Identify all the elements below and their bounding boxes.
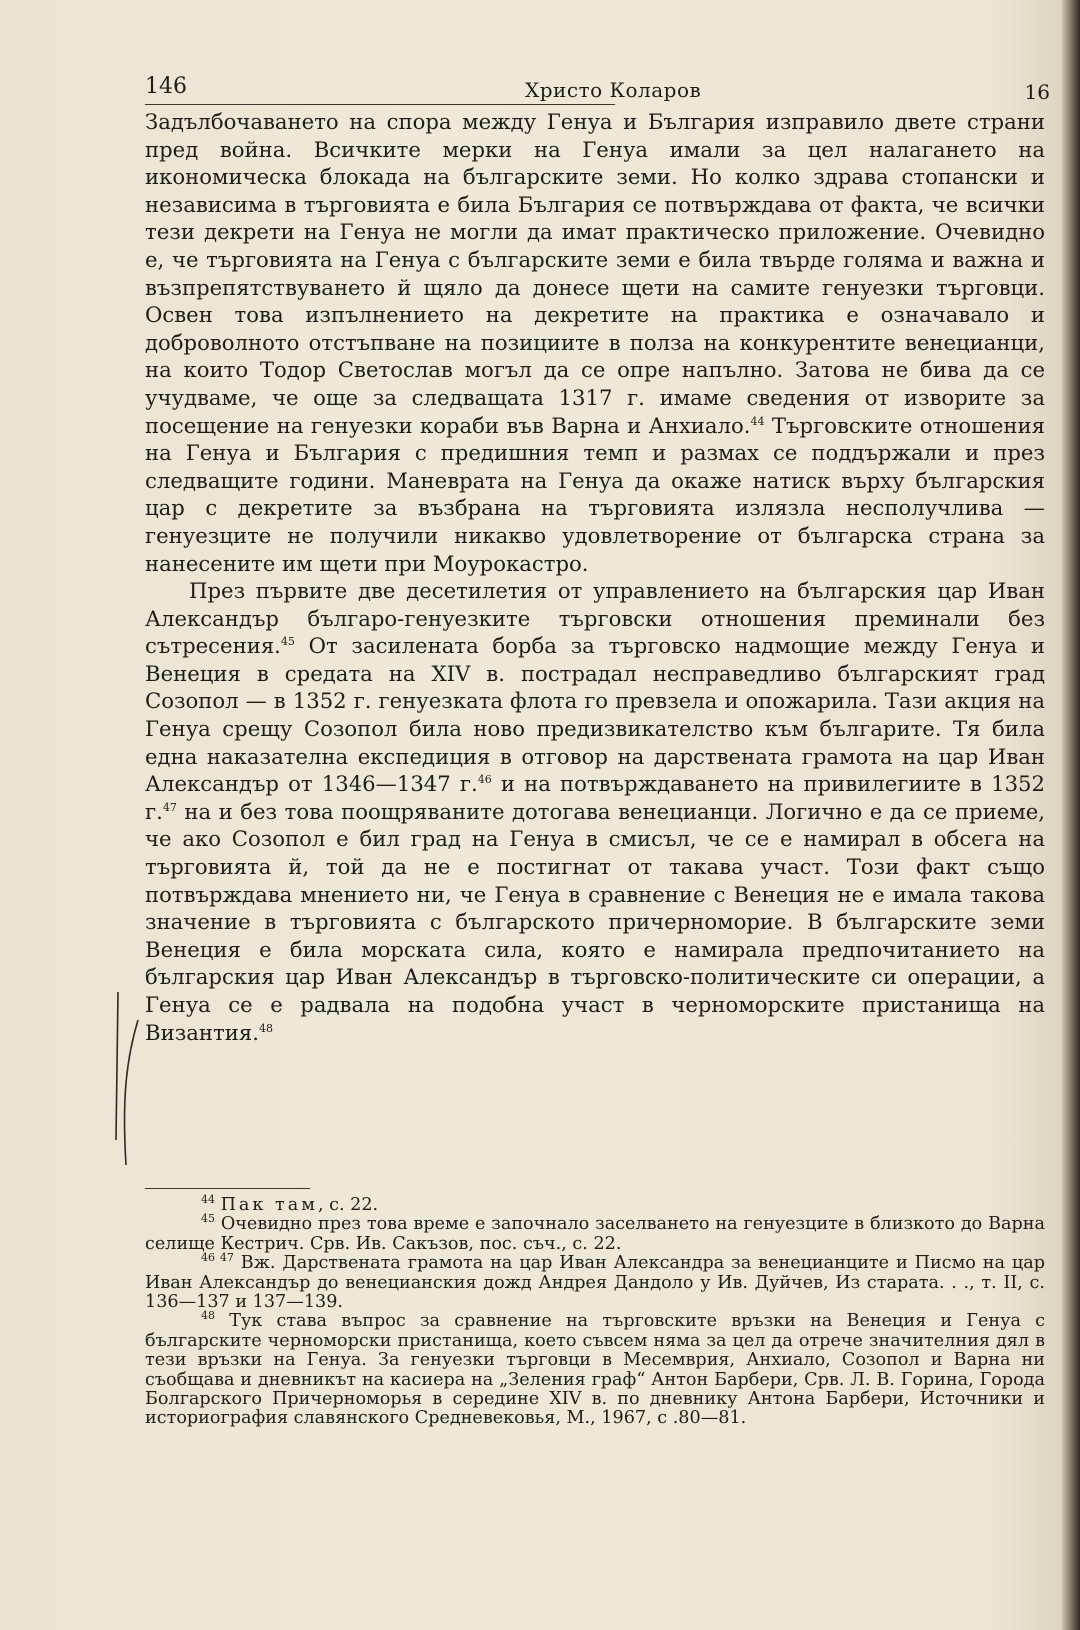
footnote-48-number: 48 [201, 1309, 215, 1323]
page-binding-edge [1062, 0, 1080, 1630]
page-header [145, 74, 1050, 104]
paragraph-2-part-a: През първите две десетилетия от управлението на българския цар Иван Александър българо-генуезките търговски отношения преминали без сътресения. [145, 578, 1045, 659]
footnote-44-spaced: Пак там [220, 1195, 318, 1215]
main-text [145, 108, 1045, 1046]
pencil-margin-marks [112, 990, 142, 1170]
footnotes [145, 1193, 1046, 1429]
footnote-44 [145, 1193, 1045, 1215]
corner-mark: 16 [1024, 80, 1050, 104]
paragraph-1-part-b: Търговските отношения на Генуа и България с предишния темп и размах се поддържали и през следващите години. Маневрата на Генуа да окаже натиск върху българския цар с декретите за възбрана на търговията излязла несполучлива — генуезците не получили никакво удовлетворение от българска страна за нанесените им щети при Моурокастро. [145, 412, 1045, 576]
footnote-ref-45: 45 [280, 635, 295, 649]
footnote-46-47-text: Вж. Дарствената грамота на цар Иван Александра за венецианците и Писмо на цар Иван Александър до венецианския дожд Андрея Дандоло у Ив. Дуйчев, Из старата. . ., т. II, с. 136—137 и 137—139. [145, 1253, 1045, 1313]
running-head-author: Христо Коларов [525, 78, 702, 102]
header-rule [145, 104, 615, 105]
footnote-45-text: Очевидно през това време е започнало заселването на генуезците в близкото до Варна селище Кестрич. Срв. Ив. Сакъзов, пос. съч., с. 22. [145, 1214, 1046, 1254]
paragraph-2-part-d: на и без това поощряваните дотогава венецианци. Логично е да се приеме, че ако Созопол е бил град на Генуа в смисъл, че се е намирал в обсега на търговията й, той да не е постигнат от такава участ. Този факт също потвърждава мнението ни, че Генуа в сравнение с Венеция не е имала такова значение в търговията с българското причерноморие. В българските земи Венеция е била морската сила, която е намирала предпочитанието на българския цар Иван Александър в търговско-политическите си операции, а Генуа се е радвала на подобна участ в черноморските пристанища на Византия. [145, 798, 1045, 1045]
footnote-46-47-number: 46 47 [201, 1251, 234, 1265]
paragraph-1-part-a: Задълбочаването на спора между Генуа и България изправило двете страни пред война. Всичките мерки на Генуа имали за цел налагането на икономическа блокада на българските земи. Но колко здрава стопански и независима в търговията е била България се потвърждава от факта, че всички тези декрети на Генуа не могли да имат практическо приложение. Очевидно е, че търговията на Генуа с българските земи е била твърде голяма и важна и възпрепятствуването й щяло да донесе щети на самите генуезки търговци. Освен това изпълнението на декретите на практика е означавало и доброволното отстъпване на позициите в полза на конкурентите венецианци, на които Тодор Светослав могъл да се опре напълно. Затова не бива да се учудваме, че още за следващата 1317 г. имаме сведения от изворите за посещение на генуезки кораби във Варна и Анхиало. [145, 109, 1045, 438]
footnote-ref-48: 48 [258, 1021, 273, 1035]
page-number: 146 [145, 74, 187, 99]
footnote-ref-46: 46 [477, 773, 492, 787]
footnote-48 [145, 1309, 1046, 1429]
paragraph-2-part-b: От засилената борба за търговско надмощие между Генуа и Венеция в средата на XIV в. пострадал несправедливо българският град Созопол — в 1352 г. генуезката флота го превзела и опожарила. Тази акция на Генуа срещу Созопол била ново предизвикателство към българите. Тя била една наказателна експедиция в отговор на дарствената грамота на цар Иван Александър от 1346—1347 г. [145, 633, 1045, 797]
footnote-44-number: 44 [201, 1193, 215, 1207]
footnote-ref-47: 47 [162, 800, 177, 814]
footnote-45 [145, 1212, 1046, 1254]
footnote-44-text: , с. 22. [317, 1195, 379, 1215]
footnote-rule [145, 1188, 310, 1189]
footnote-46-47 [145, 1251, 1045, 1313]
paragraph-1 [145, 108, 1045, 577]
footnote-45-number: 45 [201, 1212, 215, 1226]
paragraph-2-part-c: и на потвърждаването на привилегиите в 1352 г. [145, 771, 1046, 824]
paragraph-2 [145, 577, 1045, 1046]
footnote-48-text: Тук става въпрос за сравнение на търговските връзки на Венеция и Генуа с българските черноморски пристанища, което съвсем няма за цел да отрече значителния дял в тези връзки на Генуа. За генуезки търговци в Месемврия, Анхиало, Созопол и Варна ни съобщава и дневникът на касиера на „Зеления граф“ Антон Барбери, Срв. Л. В. Горина, Города Болгарского Причерноморья в середине XIV в. по дневнику Антона Барбери, Источники и историография славянского Средневековья, М., 1967, с .80—81. [145, 1311, 1046, 1429]
footnote-ref-44: 44 [750, 414, 765, 428]
